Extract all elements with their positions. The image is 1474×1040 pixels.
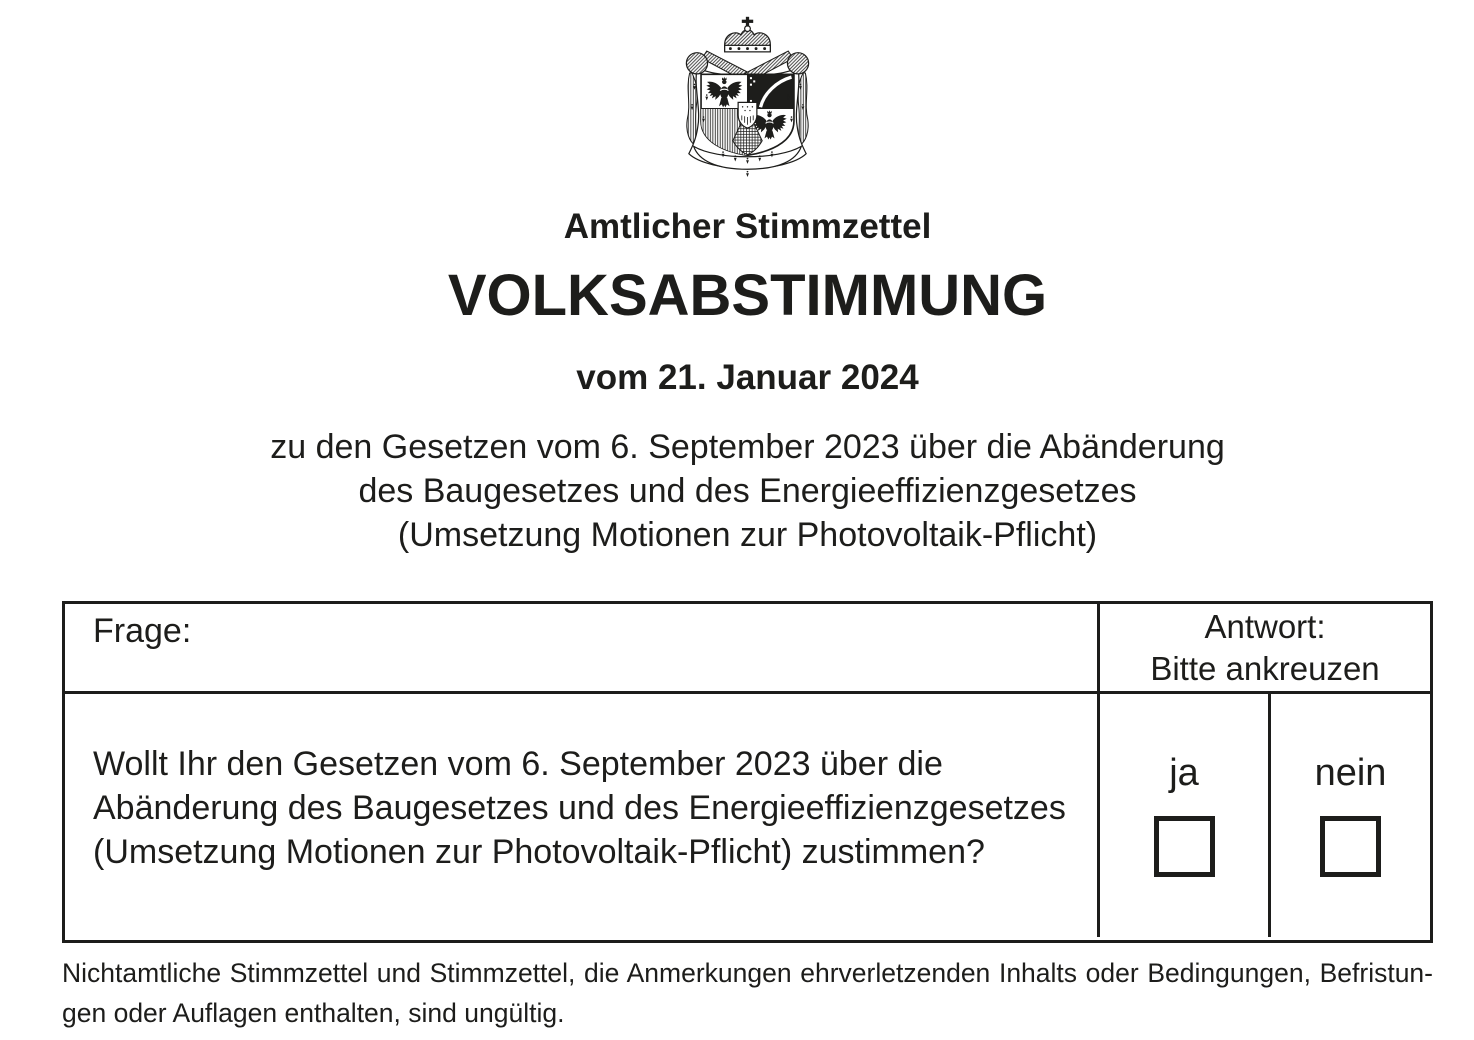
ballot-table-header-row	[65, 604, 1430, 694]
ballot-table	[62, 601, 1433, 943]
answer-column-header	[1097, 604, 1430, 691]
subject-line: (Umsetzung Motionen zur Photovoltaik-Pflicht)	[397, 516, 1098, 554]
validity-note-line: Nichtamtliche Stimmzettel und Stimmzettel, die Anmerkungen ehrverletzenden Inhalts oder Bedingungen, Befristun-	[62, 958, 1433, 988]
answer-header-line: Antwort:	[1204, 608, 1326, 645]
subject-line: zu den Gesetzen vom 6. September 2023 über die Abänderung	[270, 428, 1225, 466]
subject-line: des Baugesetzes und des Energieeffizienzgesetzes	[358, 472, 1137, 510]
checkbox-nein[interactable]	[1320, 816, 1381, 877]
checkbox-ja[interactable]	[1154, 816, 1215, 877]
ballot-page	[62, 0, 1433, 1033]
option-cell-ja	[1097, 694, 1268, 937]
liechtenstein-coat-of-arms-icon	[682, 16, 813, 179]
vote-subject	[62, 425, 1433, 557]
option-label-ja: ja	[1169, 752, 1199, 794]
question-text: Wollt Ihr den Gesetzen vom 6. September 2023 über die Abänderung des Baugesetzes und des Energieeffizienzgesetzes (Umsetzung Motionen zur Photovoltaik-Pflicht) zustimmen?	[93, 745, 1066, 871]
vote-date: vom 21. Januar 2024	[576, 358, 919, 397]
official-label: Amtlicher Stimmzettel	[563, 207, 932, 246]
answer-header-line: Bitte ankreuzen	[1150, 650, 1380, 687]
option-label-nein: nein	[1314, 752, 1387, 794]
coat-of-arms	[62, 16, 1433, 179]
question-cell	[65, 694, 1097, 937]
validity-note	[62, 953, 1433, 1033]
validity-note-line: gen oder Auflagen enthalten, sind ungültig.	[62, 998, 565, 1028]
ballot-table-question-row	[65, 694, 1430, 937]
question-column-header: Frage:	[93, 612, 192, 650]
page-title: VOLKSABSTIMMUNG	[447, 263, 1048, 328]
option-cell-nein	[1268, 694, 1430, 937]
